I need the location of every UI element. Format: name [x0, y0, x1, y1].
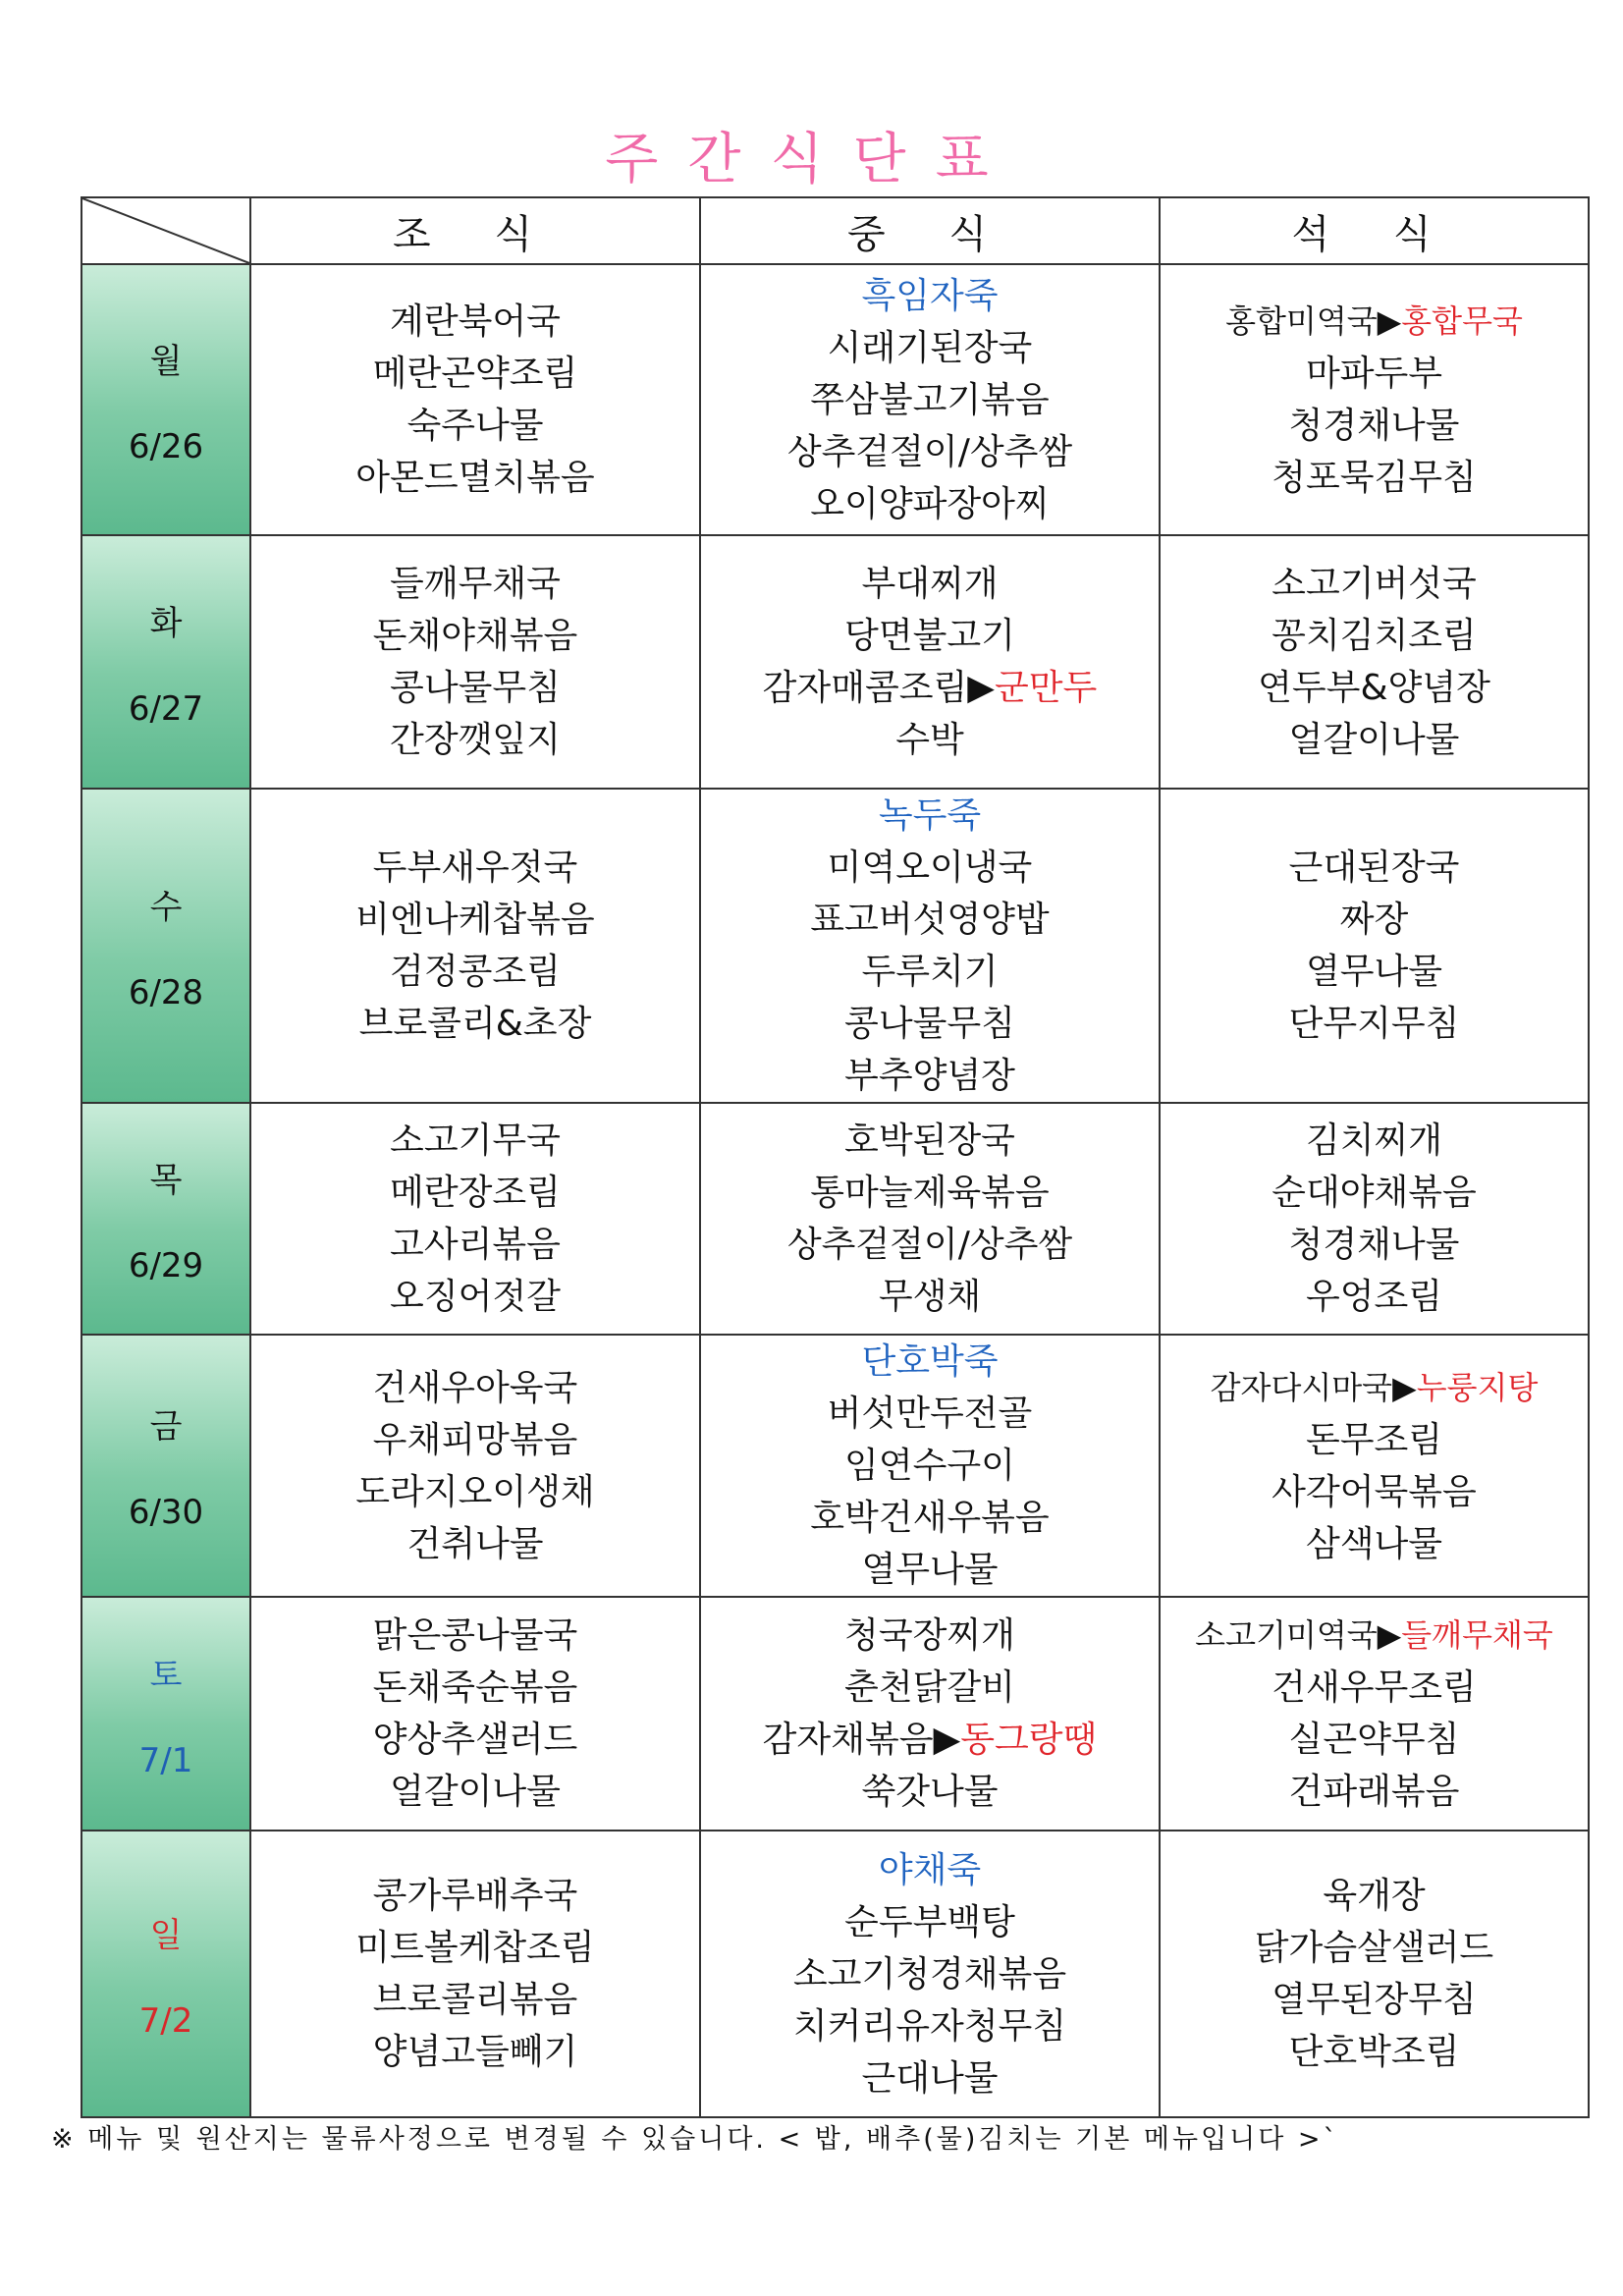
dinner-cell [1160, 264, 1589, 535]
header-breakfast: 조 식 [250, 197, 700, 264]
breakfast-cell [250, 789, 700, 1103]
menu-item-swap [1161, 1610, 1588, 1662]
menu-item: 단호박조림 [1288, 2032, 1460, 2072]
menu-item: 순대야채볶음 [1271, 1173, 1477, 1213]
menu-item-alt: 군만두 [995, 668, 1098, 708]
menu-item: 미역오이냉국 [827, 847, 1033, 888]
lunch-cell [700, 1335, 1160, 1597]
breakfast-cell [250, 1335, 700, 1597]
day-date: 6/30 [128, 1493, 204, 1532]
menu-item: 열무된장무침 [1271, 1980, 1477, 2020]
menu-item: 소고기청경채볶음 [792, 1953, 1067, 1995]
menu-item: 양념고들빼기 [372, 2032, 578, 2072]
menu-item: 춘천닭갈비 [844, 1667, 1015, 1708]
day-row-mon [81, 264, 1589, 535]
menu-item: 무생채 [878, 1277, 982, 1317]
day-cell [81, 1597, 250, 1831]
menu-item: 열무나물 [1305, 952, 1443, 992]
porridge-item: 녹두죽 [878, 795, 982, 836]
dinner-cell [1160, 1831, 1589, 2117]
breakfast-cell [250, 264, 700, 535]
menu-item: 돈무조림 [1305, 1419, 1443, 1460]
menu-item: 간장깻잎지 [390, 720, 561, 760]
menu-item-swap [1161, 1362, 1588, 1414]
breakfast-cell [250, 1831, 700, 2117]
menu-item: 맑은콩나물국 [372, 1615, 578, 1656]
menu-item: 임연수구이 [844, 1446, 1015, 1486]
day-name: 화 [149, 603, 183, 643]
lunch-cell [700, 264, 1160, 535]
menu-item-base: 감자다시마국▶ [1210, 1368, 1417, 1406]
day-date: 7/2 [138, 2000, 193, 2041]
day-row-sun [81, 1831, 1589, 2117]
menu-item-swap [701, 662, 1159, 714]
day-date: 6/26 [128, 426, 204, 466]
day-date: 7/1 [138, 1740, 193, 1780]
menu-item: 건취나물 [406, 1523, 544, 1564]
day-cell [81, 1335, 250, 1597]
menu-item: 비엔나케찹볶음 [355, 900, 595, 940]
menu-item: 육개장 [1323, 1876, 1426, 1916]
breakfast-cell [250, 1103, 700, 1335]
menu-item: 브로콜리&초장 [358, 1004, 592, 1044]
menu-item: 꽁치김치조림 [1271, 616, 1477, 656]
menu-item: 메란곤약조림 [372, 354, 578, 394]
menu-item: 우채피망볶음 [372, 1419, 578, 1460]
menu-item: 청경채나물 [1288, 406, 1460, 446]
footnote: ※ 메뉴 및 원산지는 물류사정으로 변경될 수 있습니다. < 밥, 배추(물)김치는 기본 메뉴입니다 >` [51, 2124, 1340, 2155]
lunch-cell [700, 535, 1160, 789]
menu-item: 검정콩조림 [390, 952, 561, 992]
menu-item: 김치찌개 [1305, 1121, 1443, 1161]
menu-item: 호박건새우볶음 [810, 1498, 1050, 1538]
menu-item-swap [701, 1714, 1159, 1766]
menu-item: 치커리유자청무침 [792, 2005, 1067, 2047]
day-cell [81, 1831, 250, 2117]
day-name: 목 [149, 1160, 183, 1200]
menu-item: 버섯만두전골 [827, 1394, 1033, 1434]
menu-item-base: 감자매콤조림▶ [762, 668, 995, 708]
menu-item: 얼갈이나물 [1288, 720, 1460, 760]
porridge-item: 야채죽 [878, 1849, 982, 1890]
menu-item: 오이양파장아찌 [810, 483, 1050, 524]
day-row-tue [81, 535, 1589, 789]
menu-item: 건새우무조림 [1271, 1667, 1477, 1708]
menu-item: 양상추샐러드 [372, 1720, 578, 1760]
menu-item: 고사리볶음 [390, 1225, 561, 1265]
menu-item: 청포묵김무침 [1271, 458, 1477, 498]
day-name: 일 [149, 1915, 183, 1955]
menu-item: 부추양념장 [844, 1056, 1015, 1096]
menu-item: 돈채야채볶음 [372, 616, 578, 656]
menu-item: 수박 [895, 720, 964, 760]
menu-item: 연두부&양념장 [1258, 668, 1490, 708]
menu-item-alt: 누룽지탕 [1416, 1368, 1539, 1406]
menu-item: 통마늘제육볶음 [810, 1173, 1050, 1213]
menu-item: 돈채죽순볶음 [372, 1667, 578, 1708]
menu-item: 얼갈이나물 [390, 1772, 561, 1812]
menu-item: 단무지무침 [1288, 1004, 1460, 1044]
menu-item: 소고기버섯국 [1271, 564, 1477, 604]
menu-item: 사각어묵볶음 [1271, 1471, 1477, 1512]
menu-item-alt: 홍합무국 [1401, 302, 1523, 340]
menu-item: 소고기무국 [390, 1121, 561, 1161]
weekly-menu-table [81, 196, 1590, 2118]
dinner-cell [1160, 1103, 1589, 1335]
day-row-thu [81, 1103, 1589, 1335]
lunch-cell [700, 1597, 1160, 1831]
day-date: 6/29 [128, 1245, 204, 1285]
header-dinner: 석 식 [1160, 197, 1589, 264]
menu-item: 미트볼케찹조림 [355, 1928, 595, 1968]
porridge-item: 흑임자죽 [861, 275, 999, 316]
dinner-cell [1160, 1597, 1589, 1831]
day-date: 6/28 [128, 972, 204, 1012]
day-name: 금 [149, 1407, 183, 1447]
menu-item: 순두부백탕 [844, 1901, 1015, 1942]
menu-item: 호박된장국 [844, 1121, 1015, 1161]
day-row-sat [81, 1597, 1589, 1831]
menu-item: 우엉조림 [1305, 1277, 1443, 1317]
menu-item-base: 홍합미역국▶ [1225, 302, 1402, 340]
menu-item: 표고버섯영양밥 [810, 900, 1050, 940]
menu-item: 실곤약무침 [1288, 1720, 1460, 1760]
menu-item: 계란북어국 [390, 301, 561, 342]
day-name: 수 [149, 887, 183, 927]
lunch-cell [700, 789, 1160, 1103]
lunch-cell [700, 1103, 1160, 1335]
menu-item: 상추겉절이/상추쌈 [786, 431, 1073, 472]
menu-item: 브로콜리볶음 [372, 1980, 578, 2020]
porridge-item: 단호박죽 [861, 1341, 999, 1382]
menu-item: 콩가루배추국 [372, 1876, 578, 1916]
day-date: 6/27 [128, 688, 204, 729]
menu-item: 아몬드멸치볶음 [355, 458, 595, 498]
diagonal-line [82, 198, 249, 263]
menu-item-alt: 동그랑땡 [960, 1720, 1098, 1760]
menu-item: 쭈삼불고기볶음 [810, 379, 1050, 420]
menu-item: 들깨무채국 [390, 564, 561, 604]
menu-item: 콩나물무침 [844, 1004, 1015, 1044]
day-row-wed [81, 789, 1589, 1103]
menu-item: 건파래볶음 [1288, 1772, 1460, 1812]
day-name: 월 [149, 341, 183, 381]
menu-item: 숙주나물 [406, 406, 544, 446]
page-title: 주간식단표 [605, 128, 1018, 191]
menu-item: 두루치기 [861, 952, 999, 992]
menu-item: 도라지오이생채 [355, 1471, 595, 1512]
day-cell [81, 535, 250, 789]
lunch-cell [700, 1831, 1160, 2117]
menu-item: 짜장 [1339, 900, 1409, 940]
menu-item: 상추겉절이/상추쌈 [786, 1225, 1073, 1265]
menu-item: 마파두부 [1305, 354, 1443, 394]
menu-item: 시래기된장국 [827, 327, 1033, 368]
breakfast-cell [250, 1597, 700, 1831]
menu-item-base: 소고기미역국▶ [1195, 1616, 1402, 1654]
breakfast-cell [250, 535, 700, 789]
menu-item: 쑥갓나물 [861, 1772, 999, 1812]
menu-item-swap [1161, 296, 1588, 348]
day-name: 토 [149, 1655, 183, 1695]
menu-item: 콩나물무침 [390, 668, 561, 708]
menu-item: 삼색나물 [1305, 1523, 1443, 1564]
menu-item: 당면불고기 [844, 616, 1015, 656]
header-row [81, 197, 1589, 264]
day-cell [81, 1103, 250, 1335]
day-cell [81, 789, 250, 1103]
day-cell [81, 264, 250, 535]
menu-item: 오징어젓갈 [390, 1277, 561, 1317]
menu-item: 근대나물 [861, 2057, 999, 2099]
dinner-cell [1160, 789, 1589, 1103]
menu-item-base: 감자채볶음▶ [762, 1720, 961, 1760]
menu-item: 청경채나물 [1288, 1225, 1460, 1265]
header-lunch: 중 식 [700, 197, 1160, 264]
menu-item: 근대된장국 [1288, 847, 1460, 888]
menu-item: 청국장찌개 [844, 1615, 1015, 1656]
menu-item: 부대찌개 [861, 564, 999, 604]
menu-item: 두부새우젓국 [372, 847, 578, 888]
dinner-cell [1160, 535, 1589, 789]
corner-cell [81, 197, 250, 264]
menu-item: 닭가슴살샐러드 [1254, 1928, 1494, 1968]
menu-item: 열무나물 [861, 1550, 999, 1590]
dinner-cell [1160, 1335, 1589, 1597]
menu-item: 메란장조림 [390, 1173, 561, 1213]
menu-item: 건새우아욱국 [372, 1367, 578, 1408]
day-row-fri [81, 1335, 1589, 1597]
menu-item-alt: 들깨무채국 [1401, 1616, 1553, 1654]
